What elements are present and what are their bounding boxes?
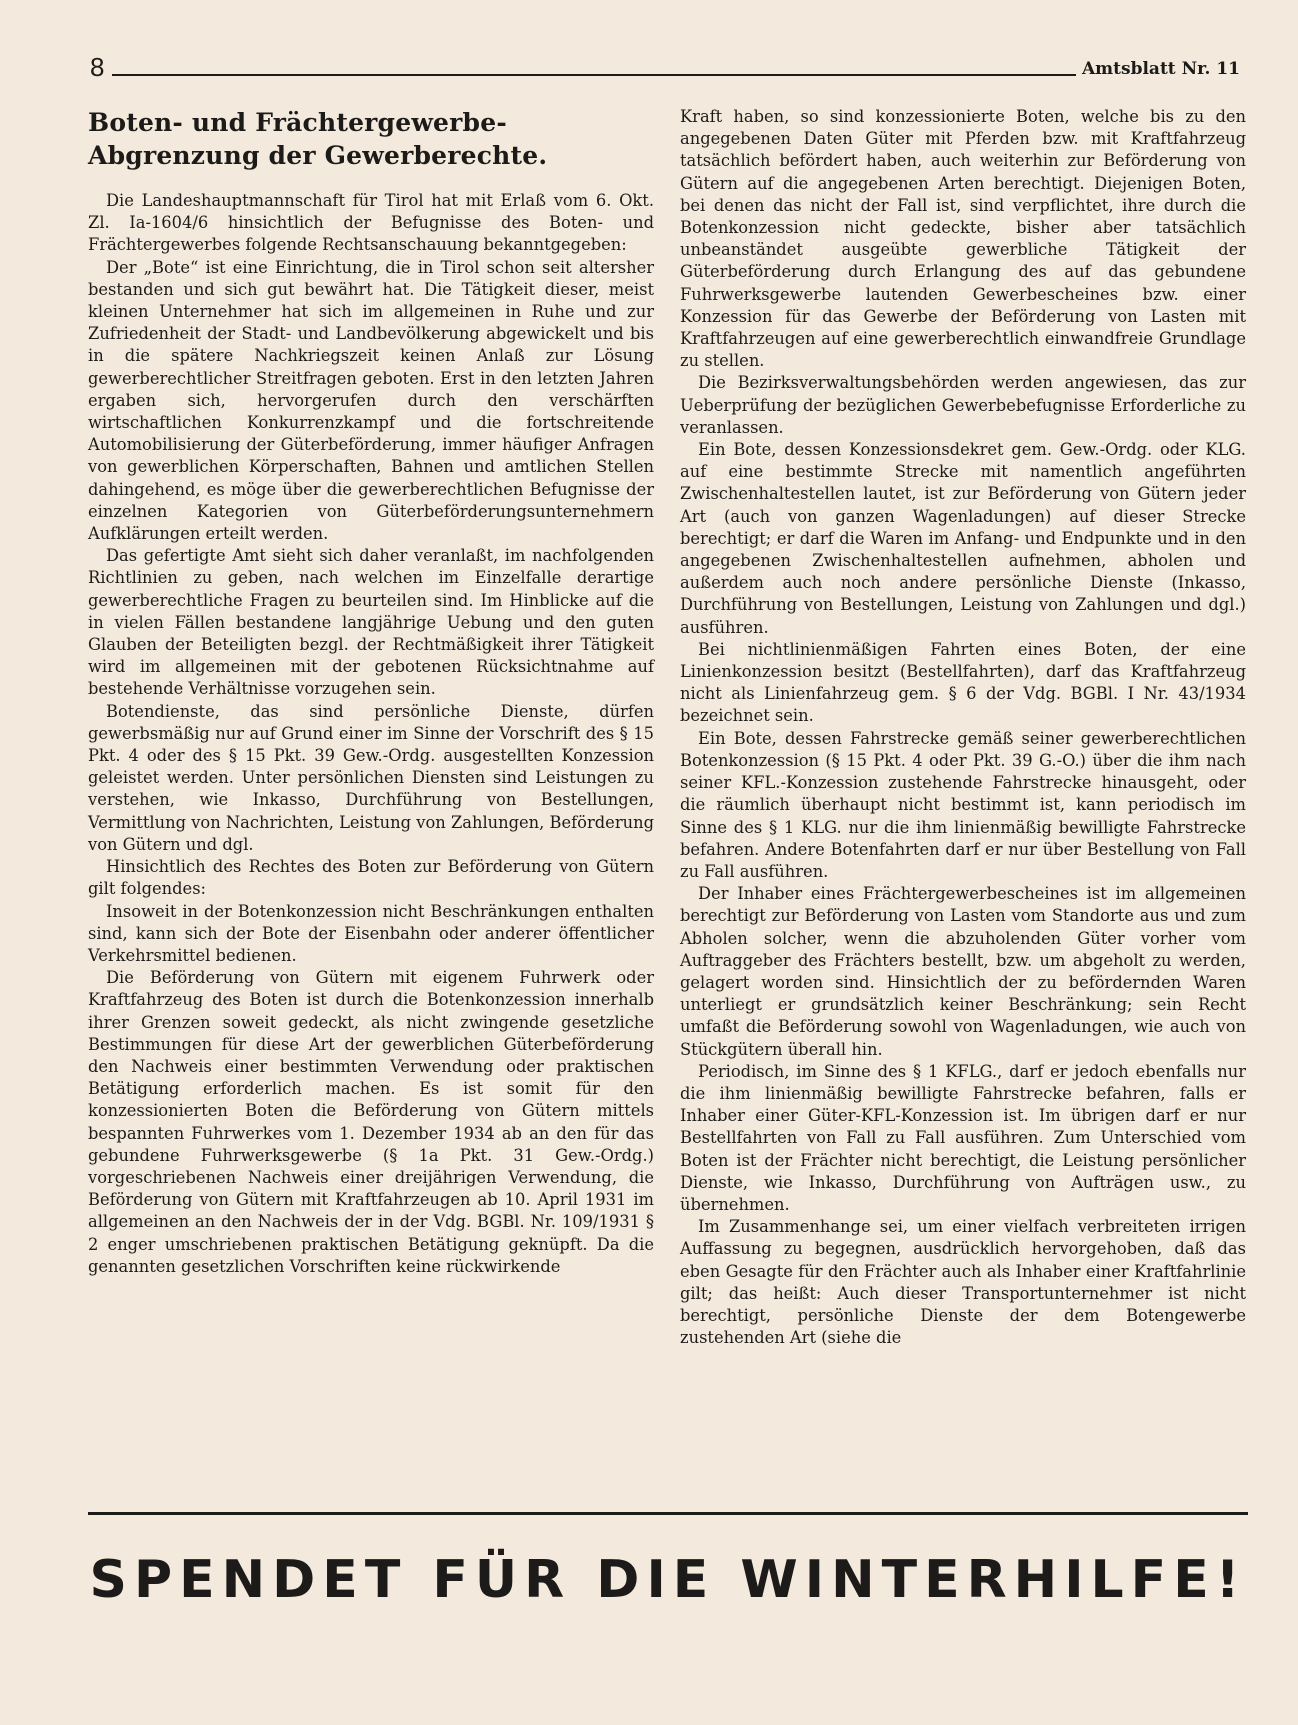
paragraph: Hinsichtlich des Rechtes des Boten zur Beförderung von Gütern gilt folgendes: <box>88 857 654 899</box>
paragraph: Der „Bote“ ist eine Einrichtung, die in Tirol schon seit altersher bestanden und sich gut bewährt hat. Die Tätigkeit dieser, meist kleinen Unternehmer hat sich im allgemeinen in Ruhe und zur Zufriedenheit der Stadt- und Landbevölkerung abgewickelt und bis in die spätere Nachkriegszeit keinen Anlaß zur Lösung gewerberechtlicher Streitfragen geboten. Erst in den letzten Jahren ergaben sich, hervorgerufen durch den verschärften wirtschaftlichen Konkurrenzkampf und die fortschreitende Automobilisierung der Güterbeförderung, immer häufiger Anfragen von gewerblichen Körperschaften, Bahnen und amtlichen Stellen dahingehend, es möge über die gewerberechtlichen Befugnisse der einzelnen Kategorien von Güterbeförderungsunternehmern Aufklärungen erteilt werden. <box>88 257 654 544</box>
paragraph: Die Beförderung von Gütern mit eigenem Fuhrwerk oder Kraftfahrzeug des Boten ist durch die Botenkonzession innerhalb ihrer Grenzen soweit gedeckt, als nicht zwingende gesetzliche Bestimmungen für diese Art der gewerblichen Güterbeförderung den Nachweis einer bestimmten Verwendung oder praktischen Betätigung erforderlich machen. Es ist somit für den konzessionierten Boten die Beförderung von Gütern mittels bespannten Fuhrwerkes vom 1. Dezember 1934 ab an den für das gebundene Fuhrwerksgewerbe (§ 1a Pkt. 31 Gew.-Ordg.) vorgeschriebenen Nachweis einer dreijährigen Verwendung, die Beförderung von Gütern mit Kraftfahrzeugen ab 10. April 1931 im allgemeinen an den Nachweis der in der Vdg. BGBl. Nr. 109/1931 § 2 enger umschriebenen praktischen Betätigung geknüpft. Da die genannten gesetzlichen Vorschriften keine rückwirkende <box>88 968 654 1276</box>
paragraph: Das gefertigte Amt sieht sich daher veranlaßt, im nachfolgenden Richtlinien zu geben, nach welchen im Einzelfalle derartige gewerberechtliche Fragen zu beurteilen sind. Im Hinblicke auf die in vielen Fällen bestandene langjährige Uebung und den guten Glauben der Beteiligten bezgl. der Rechtmäßigkeit ihrer Tätigkeit wird im allgemeinen mit der gebotenen Rücksichtnahme auf bestehende Verhältnisse vorzugehen sein. <box>88 546 654 699</box>
right-column <box>680 106 1246 1349</box>
page-header <box>90 50 1240 80</box>
left-column <box>88 106 654 1278</box>
paragraph: Die Bezirksverwaltungsbehörden werden angewiesen, das zur Ueberprüfung der bezüglichen Gewerbebefugnisse Erforderliche zu veranlassen. <box>680 373 1246 437</box>
paragraph: Ein Bote, dessen Konzessionsdekret gem. Gew.-Ordg. oder KLG. auf eine bestimmte Strecke mit namentlich angeführten Zwischenhaltestellen lautet, ist zur Beförderung von Gütern jeder Art (auch von ganzen Wagenladungen) auf dieser Strecke berechtigt; er darf die Waren im Anfang- und Endpunkte und in den angegebenen Zwischenhaltestellen aufnehmen, abholen und außerdem auch noch andere persönliche Dienste (Inkasso, Durchführung von Bestellungen, Leistung von Zahlungen und dgl.) ausführen. <box>680 440 1246 637</box>
header-rule <box>112 74 1076 76</box>
paragraph: Periodisch, im Sinne des § 1 KFLG., darf er jedoch ebenfalls nur die ihm linienmäßig bewilligte Fahrstrecke befahren, falls er Inhaber einer Güter-KFL-Konzession ist. Im übrigen darf er nur Bestellfahrten von Fall zu Fall ausführen. Zum Unterschied vom Boten ist der Frächter nicht berechtigt, die Leistung persönlicher Dienste, wie Inkasso, Durchführung von Aufträgen usw., zu übernehmen. <box>680 1061 1246 1214</box>
paragraph: Kraft haben, so sind konzessionierte Boten, welche bis zu den angegebenen Daten Güter mit Pferden bzw. mit Kraftfahrzeug tatsächlich befördert haben, auch weiterhin zur Beförderung von Gütern auf die angegebenen Arten berechtigt. Diejenigen Boten, bei denen das nicht der Fall ist, sind verpflichtet, ihre durch die Botenkonzession nicht gedeckte, bisher aber tatsächlich unbeanständet ausgeübte gewerbliche Tätigkeit der Güterbeförderung durch Erlangung des auf das gebundene Fuhrwerksgewerbe lautenden Gewerbescheines bzw. einer Konzession für das Gewerbe der Beförderung von Lasten mit Kraftfahrzeugen auf eine gewerberechtlich einwandfreie Grundlage zu stellen. <box>680 107 1246 371</box>
article-title: Boten- und Frächtergewerbe-Abgrenzung der Gewerberechte. <box>88 108 548 170</box>
footer-rule <box>88 1512 1248 1515</box>
paragraph: Insoweit in der Botenkonzession nicht Beschränkungen enthalten sind, kann sich der Bote der Eisenbahn oder anderer öffentlicher Verkehrsmittel bedienen. <box>88 901 654 965</box>
paragraph: Botendienste, das sind persönliche Dienste, dürfen gewerbsmäßig nur auf Grund einer im Sinne der Vorschrift des § 15 Pkt. 4 oder des § 15 Pkt. 39 Gew.-Ordg. ausgestellten Konzession geleistet werden. Unter persönlichen Diensten sind Leistungen zu verstehen, wie Inkasso, Durchführung von Bestellungen, Vermittlung von Nachrichten, Leistung von Zahlungen, Beförderung von Gütern und dgl. <box>88 701 654 854</box>
paragraph: Bei nichtlinienmäßigen Fahrten eines Boten, der eine Linienkonzession besitzt (Bestellfahrten), darf das Kraftfahrzeug nicht als Linienfahrzeug gem. § 6 der Vdg. BGBl. I Nr. 43/1934 bezeichnet sein. <box>680 639 1246 726</box>
paragraph: Die Landeshauptmannschaft für Tirol hat mit Erlaß vom 6. Okt. Zl. Ia-1604/6 hinsichtlich der Befugnisse des Boten- und Frächtergewerbes folgende Rechtsanschauung bekanntgegeben: <box>88 191 654 255</box>
publication-title: Amtsblatt Nr. 11 <box>1081 59 1240 79</box>
paragraph: Ein Bote, dessen Fahrstrecke gemäß seiner gewerberechtlichen Botenkonzession (§ 15 Pkt. 4 oder Pkt. 39 G.-O.) über die ihm nach seiner KFL.-Konzession zustehende Fahrstrecke hinausgeht, oder die räumlich überhaupt nicht bestimmt ist, kann periodisch im Sinne des § 1 KLG. nur die ihm linienmäßig bewilligte Fahrstrecke befahren. Andere Botenfahrten darf er nur über Bestellung von Fall zu Fall ausführen. <box>680 728 1246 881</box>
paragraph: Im Zusammenhange sei, um einer vielfach verbreiteten irrigen Auffassung zu begegnen, ausdrücklich hervorgehoben, daß das eben Gesagte für den Frächter auch als Inhaber einer Kraftfahrlinie gilt; das heißt: Auch dieser Transportunternehmer ist nicht berechtigt, persönliche Dienste der dem Botengewerbe zustehenden Art (siehe die <box>680 1217 1246 1348</box>
winterhilfe-slogan: SPENDET FÜR DIE WINTERHILFE! <box>89 1550 1247 1610</box>
page-number: 8 <box>90 52 105 82</box>
paragraph: Der Inhaber eines Frächtergewerbescheines ist im allgemeinen berechtigt zur Beförderung von Lasten vom Standorte aus und zum Abholen solcher, wenn die abzuholenden Güter vorher vom Auftraggeber des Frächters bestellt, bzw. um abgeholt zu werden, gelagert worden sind. Hinsichtlich der zu befördernden Waren unterliegt er grundsätzlich keiner Beschränkung; sein Recht umfaßt die Beförderung sowohl von Wagenladungen, wie auch von Stückgütern überall hin. <box>680 884 1246 1059</box>
